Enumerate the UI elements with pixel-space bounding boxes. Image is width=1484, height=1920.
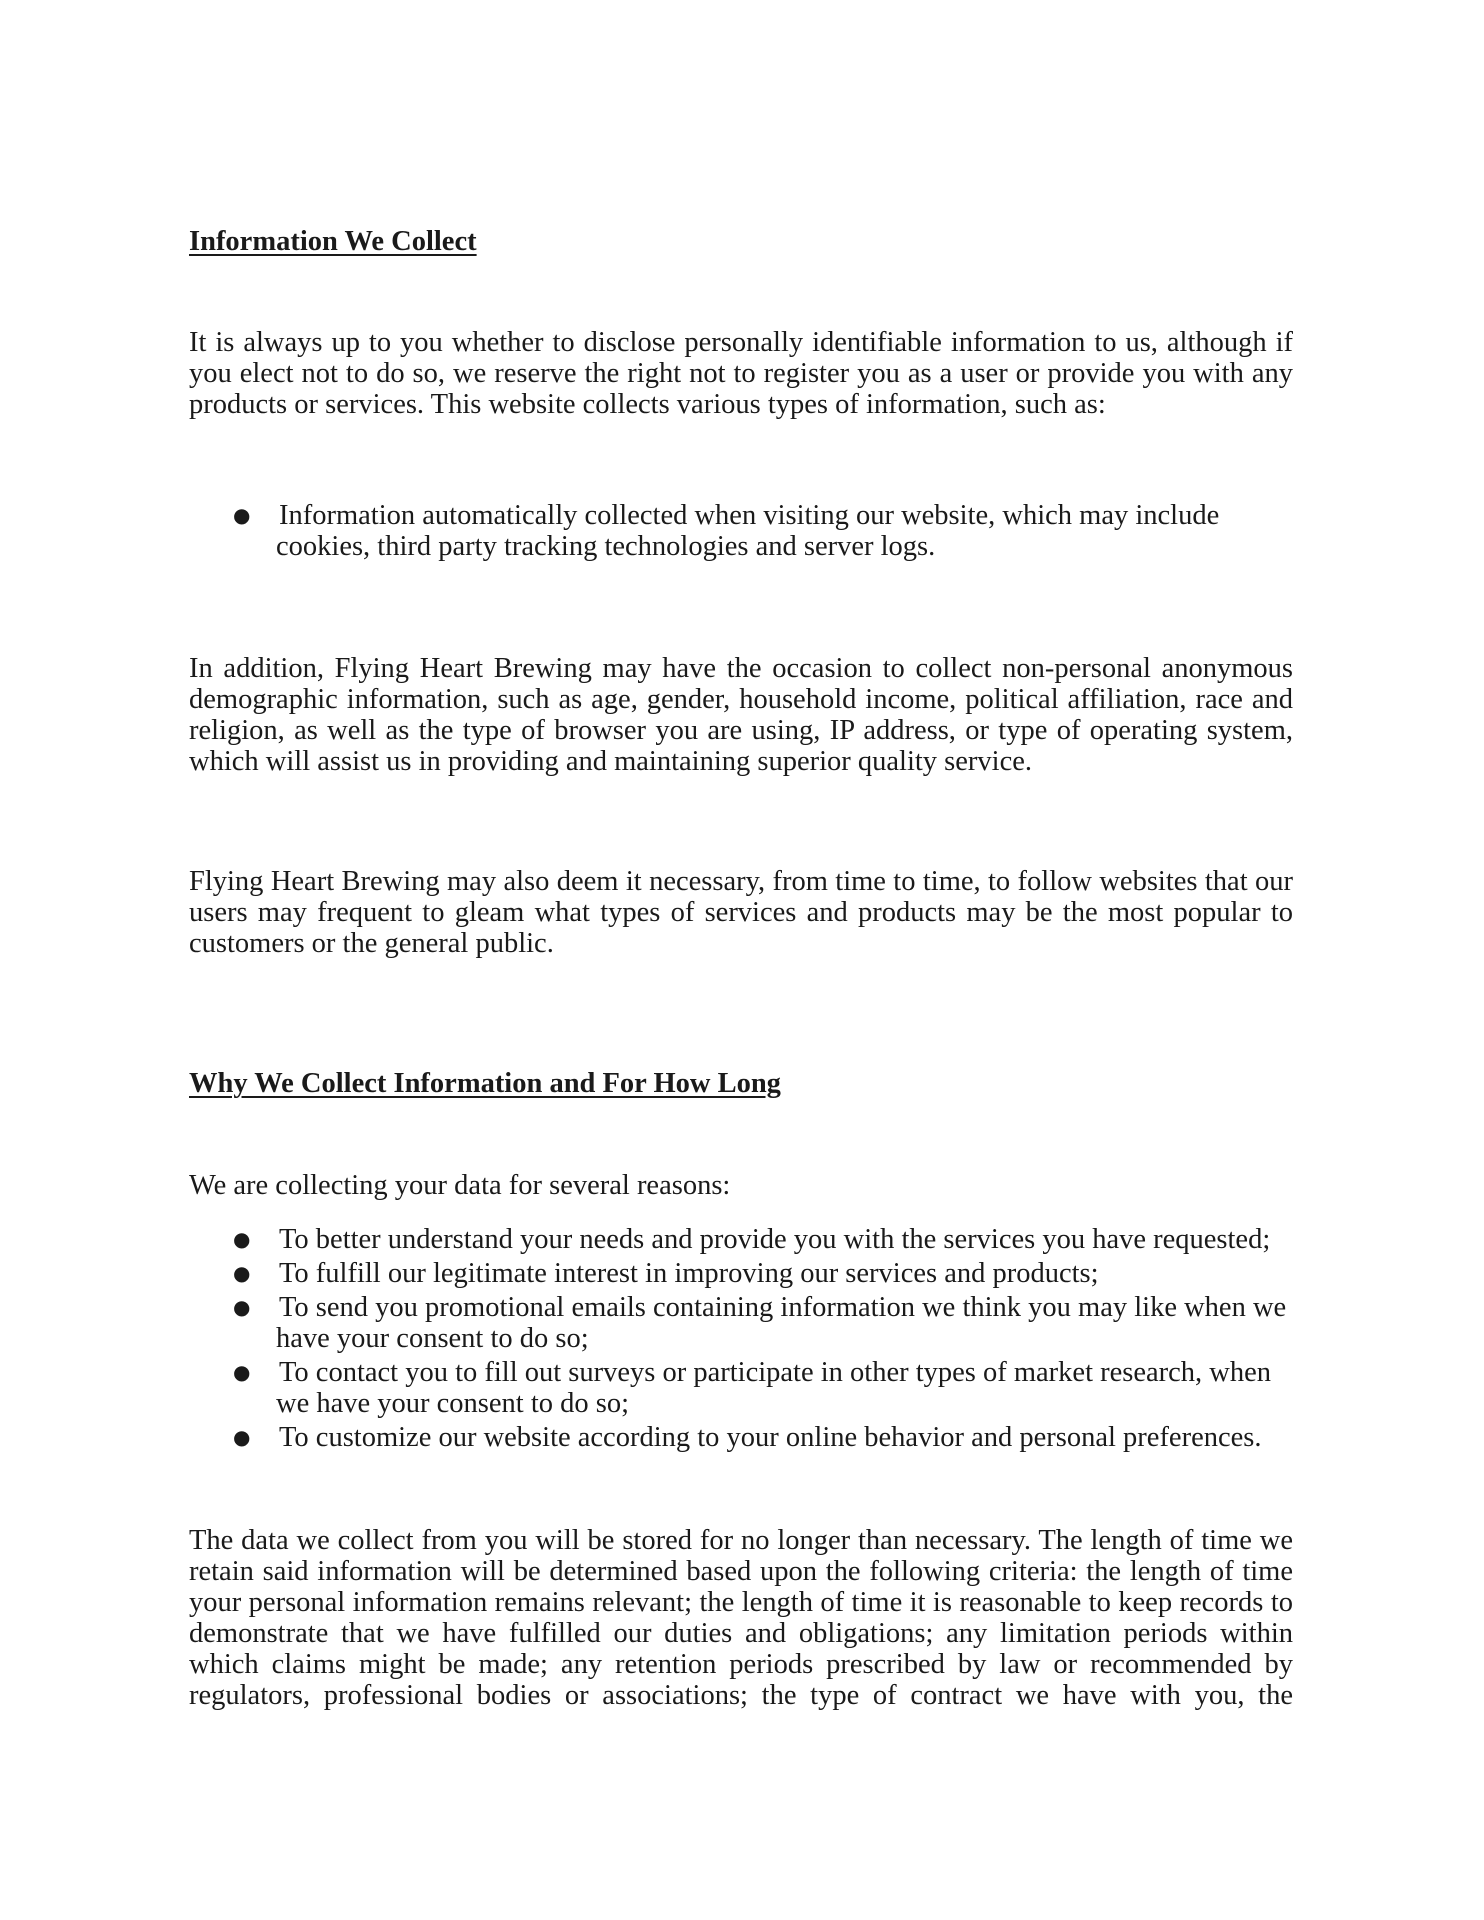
demographic-paragraph: In addition, Flying Heart Brewing may have the occasion to collect non-personal anonymous demographic information, such as age, gender, household income, political affiliation, race and religion, as well as the type of browser you are using, IP address, or type of operating system, which will assist us in providing and maintaining superior quality service. <box>189 653 1293 777</box>
section-heading-why-we-collect: Why We Collect Information and For How Long <box>189 1068 781 1099</box>
list-item <box>189 1422 1299 1453</box>
list-item <box>189 1292 1299 1354</box>
list-item <box>189 1357 1299 1419</box>
list-item-text: To send you promotional emails containing information we think you may like when we have your consent to do so; <box>276 1292 1287 1354</box>
section-heading-information-we-collect: Information We Collect <box>189 226 477 257</box>
list-item <box>189 500 1249 562</box>
list-item-text: To fulfill our legitimate interest in improving our services and products; <box>279 1258 1099 1289</box>
list-item <box>189 1258 1299 1289</box>
bullet-icon: ● <box>233 1227 251 1251</box>
reasons-list <box>189 1224 1299 1456</box>
list-item <box>189 1224 1299 1255</box>
retention-paragraph: The data we collect from you will be stored for no longer than necessary. The length of time we retain said information will be determined based upon the following criteria: the length of time your personal information remains relevant; the length of time it is reasonable to keep records to demonstrate that we have fulfilled our duties and obligations; any limitation periods within which claims might be made; any retention periods prescribed by law or recommended by regulators, professional bodies or associations; the type of contract we have with you, the <box>189 1525 1293 1711</box>
bullet-icon: ● <box>233 503 251 527</box>
tracking-paragraph: Flying Heart Brewing may also deem it necessary, from time to time, to follow websites that our users may frequent to gleam what types of services and products may be the most popular to customers or the general public. <box>189 866 1293 959</box>
list-item-text: To contact you to fill out surveys or participate in other types of market research, when we have your consent to do so; <box>276 1357 1272 1419</box>
bullet-icon: ● <box>233 1360 251 1384</box>
collected-info-list <box>189 500 1249 562</box>
bullet-icon: ● <box>233 1261 251 1285</box>
bullet-icon: ● <box>233 1425 251 1449</box>
intro-paragraph: It is always up to you whether to disclose personally identifiable information to us, although if you elect not to do so, we reserve the right not to register you as a user or provide you with any products or services. This website collects various types of information, such as: <box>189 327 1293 420</box>
bullet-icon: ● <box>233 1295 251 1319</box>
list-item-text: Information automatically collected when visiting our website, which may include cookies, third party tracking technologies and server logs. <box>276 500 1220 562</box>
list-item-text: To better understand your needs and provide you with the services you have requested; <box>279 1224 1271 1255</box>
reasons-intro: We are collecting your data for several reasons: <box>189 1170 731 1201</box>
list-item-text: To customize our website according to your online behavior and personal preferences. <box>279 1422 1262 1453</box>
